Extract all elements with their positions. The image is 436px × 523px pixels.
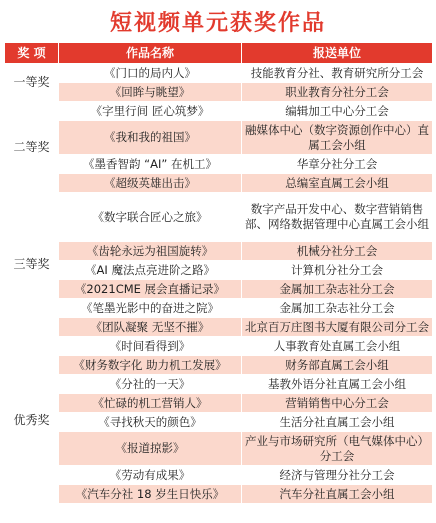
table-row [5, 280, 433, 299]
award-level: 一等奖 [5, 64, 59, 102]
table-row [5, 299, 433, 318]
submitting-unit: 经济与管理分社分工会 [242, 466, 433, 485]
table-row [5, 64, 433, 83]
submitting-unit: 职业教育分社分工会 [242, 83, 433, 102]
header-level: 奖 项 [5, 43, 59, 64]
work-title: 《齿轮永远为祖国旋转》 [59, 242, 242, 261]
submitting-unit: 人事教育处直属工会小组 [242, 337, 433, 356]
table-body [5, 64, 433, 504]
table-row [5, 242, 433, 261]
work-title: 《数字联合匠心之旅》 [59, 193, 242, 242]
header-work: 作品名称 [59, 43, 242, 64]
work-title: 《门口的局内人》 [59, 64, 242, 83]
page-title: 短视频单元获奖作品 [109, 10, 326, 36]
work-title: 《财务数字化 助力机工发展》 [59, 356, 242, 375]
table-row [5, 193, 433, 242]
table-row [5, 174, 433, 193]
table-row [5, 337, 433, 356]
header-row [5, 43, 433, 64]
awards-table [4, 42, 433, 504]
table-row [5, 394, 433, 413]
work-title: 《字里行间 匠心筑梦》 [59, 102, 242, 121]
award-level: 优秀奖 [5, 337, 59, 504]
submitting-unit: 金属加工杂志社分工会 [242, 299, 433, 318]
work-title: 《超级英雄出击》 [59, 174, 242, 193]
table-row [5, 413, 433, 432]
work-title: 《时间看得到》 [59, 337, 242, 356]
table-row [5, 375, 433, 394]
submitting-unit: 数字产品开发中心、数字营销销售部、网络数据管理中心直属工会小组 [242, 193, 433, 242]
work-title: 《汽车分社 18 岁生日快乐》 [59, 485, 242, 504]
work-title: 《忙碌的机工营销人》 [59, 394, 242, 413]
submitting-unit: 编辑加工中心分工会 [242, 102, 433, 121]
work-title: 《墨香智韵 “AI” 在机工》 [59, 155, 242, 174]
table-row [5, 102, 433, 121]
submitting-unit: 融媒体中心（数字资源创作中心）直属工会小组 [242, 121, 433, 155]
submitting-unit: 财务部直属工会小组 [242, 356, 433, 375]
work-title: 《笔墨光影中的奋进之院》 [59, 299, 242, 318]
table-row [5, 485, 433, 504]
submitting-unit: 生活分社直属工会小组 [242, 413, 433, 432]
table-row [5, 318, 433, 337]
submitting-unit: 技能教育分社、教育研究所分工会 [242, 64, 433, 83]
submitting-unit: 总编室直属工会小组 [242, 174, 433, 193]
work-title: 《分社的一天》 [59, 375, 242, 394]
submitting-unit: 北京百万庄图书大厦有限公司分工会 [242, 318, 433, 337]
submitting-unit: 产业与市场研究所（电气媒体中心）分工会 [242, 432, 433, 466]
submitting-unit: 营销销售中心分工会 [242, 394, 433, 413]
table-header [5, 43, 433, 64]
submitting-unit: 机械分社分工会 [242, 242, 433, 261]
work-title: 《寻找秋天的颜色》 [59, 413, 242, 432]
work-title: 《AI 魔法点亮进阶之路》 [59, 261, 242, 280]
work-title: 《回眸与眺望》 [59, 83, 242, 102]
table-row [5, 121, 433, 155]
award-level: 三等奖 [5, 193, 59, 337]
work-title: 《我和我的祖国》 [59, 121, 242, 155]
submitting-unit: 汽车分社直属工会小组 [242, 485, 433, 504]
header-unit: 报送单位 [242, 43, 433, 64]
table-row [5, 155, 433, 174]
submitting-unit: 计算机分社分工会 [242, 261, 433, 280]
table-row [5, 83, 433, 102]
work-title: 《2021CME 展会直播记录》 [59, 280, 242, 299]
table-row [5, 466, 433, 485]
submitting-unit: 金属加工杂志社分工会 [242, 280, 433, 299]
table-row [5, 261, 433, 280]
work-title: 《劳动有成果》 [59, 466, 242, 485]
work-title: 《团队凝聚 无坚不摧》 [59, 318, 242, 337]
award-level: 二等奖 [5, 102, 59, 193]
work-title: 《报道掠影》 [59, 432, 242, 466]
submitting-unit: 华章分社分工会 [242, 155, 433, 174]
table-row [5, 432, 433, 466]
table-row [5, 356, 433, 375]
submitting-unit: 基教外语分社直属工会小组 [242, 375, 433, 394]
